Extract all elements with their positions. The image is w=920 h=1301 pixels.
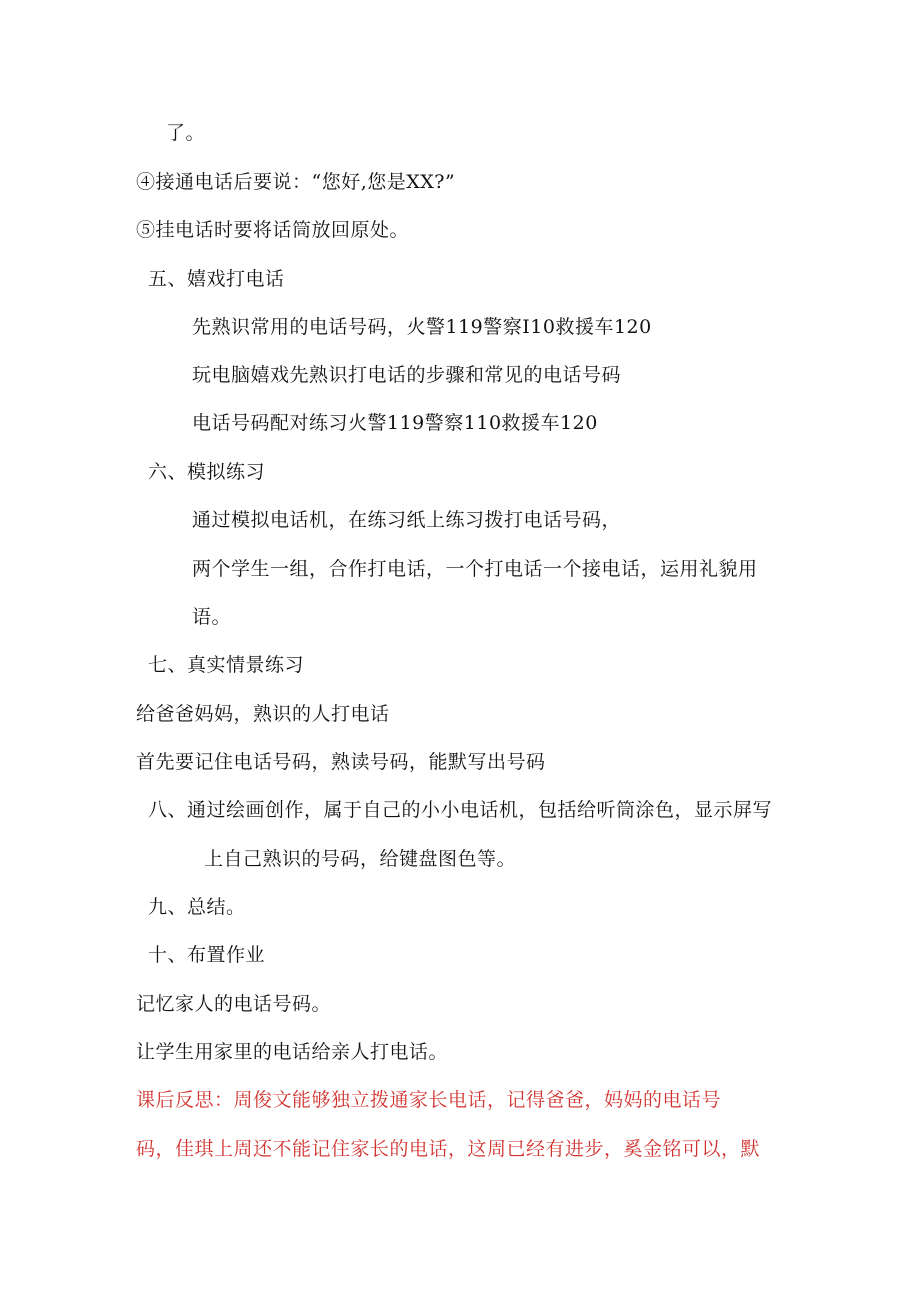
text-line-call-parents: 给爸爸妈妈，熟识的人打电话 xyxy=(136,703,390,725)
text-line-homework-2: 让学生用家里的电话给亲人打电话。 xyxy=(136,1041,449,1063)
text-line-step-5: ⑤挂电话时要将话筒放回原处。 xyxy=(136,219,410,241)
section-heading-10: 十、布置作业 xyxy=(148,944,266,966)
section-heading-6: 六、模拟练习 xyxy=(148,461,266,483)
text-line-remember-number: 首先要记住电话号码，熟读号码，能默写出号码 xyxy=(136,751,546,773)
text-line-computer-game: 玩电脑嬉戏先熟识打电话的步骤和常见的电话号码 xyxy=(192,364,622,386)
section-heading-8: 八、通过绘画创作，属于自己的小小电话机，包括给听筒涂色，显示屏写 xyxy=(148,799,773,821)
text-line-step-4: ④接通电话后要说：“您好,您是XX?” xyxy=(136,171,456,193)
text-line-continuation: 了。 xyxy=(166,122,206,144)
text-line-matching-practice: 电话号码配对练习火警119警察110救援车120 xyxy=(192,412,598,434)
text-line-phone-numbers: 先熟识常用的电话号码，火警119警察I10救援车120 xyxy=(192,316,652,338)
text-line-drawing-end: 上自己熟识的号码，给键盘图色等。 xyxy=(204,848,517,870)
section-heading-7: 七、真实情景练习 xyxy=(148,654,305,676)
reflection-line-1: 课后反思：周俊文能够独立拨通家长电话，记得爸爸，妈妈的电话号 xyxy=(136,1089,722,1111)
section-heading-9: 九、总结。 xyxy=(148,896,246,918)
text-line-simulated-phone: 通过模拟电话机，在练习纸上练习拨打电话号码， xyxy=(192,509,622,531)
section-heading-5: 五、嬉戏打电话 xyxy=(148,268,285,290)
text-line-pair-work-end: 语。 xyxy=(192,606,232,628)
text-line-homework-1: 记忆家人的电话号码。 xyxy=(136,993,332,1015)
text-line-pair-work: 两个学生一组，合作打电话，一个打电话一个接电话，运用礼貌用 xyxy=(192,558,758,580)
reflection-line-2: 码，佳琪上周还不能记住家长的电话，这周已经有进步，奚金铭可以，默 xyxy=(136,1138,761,1160)
